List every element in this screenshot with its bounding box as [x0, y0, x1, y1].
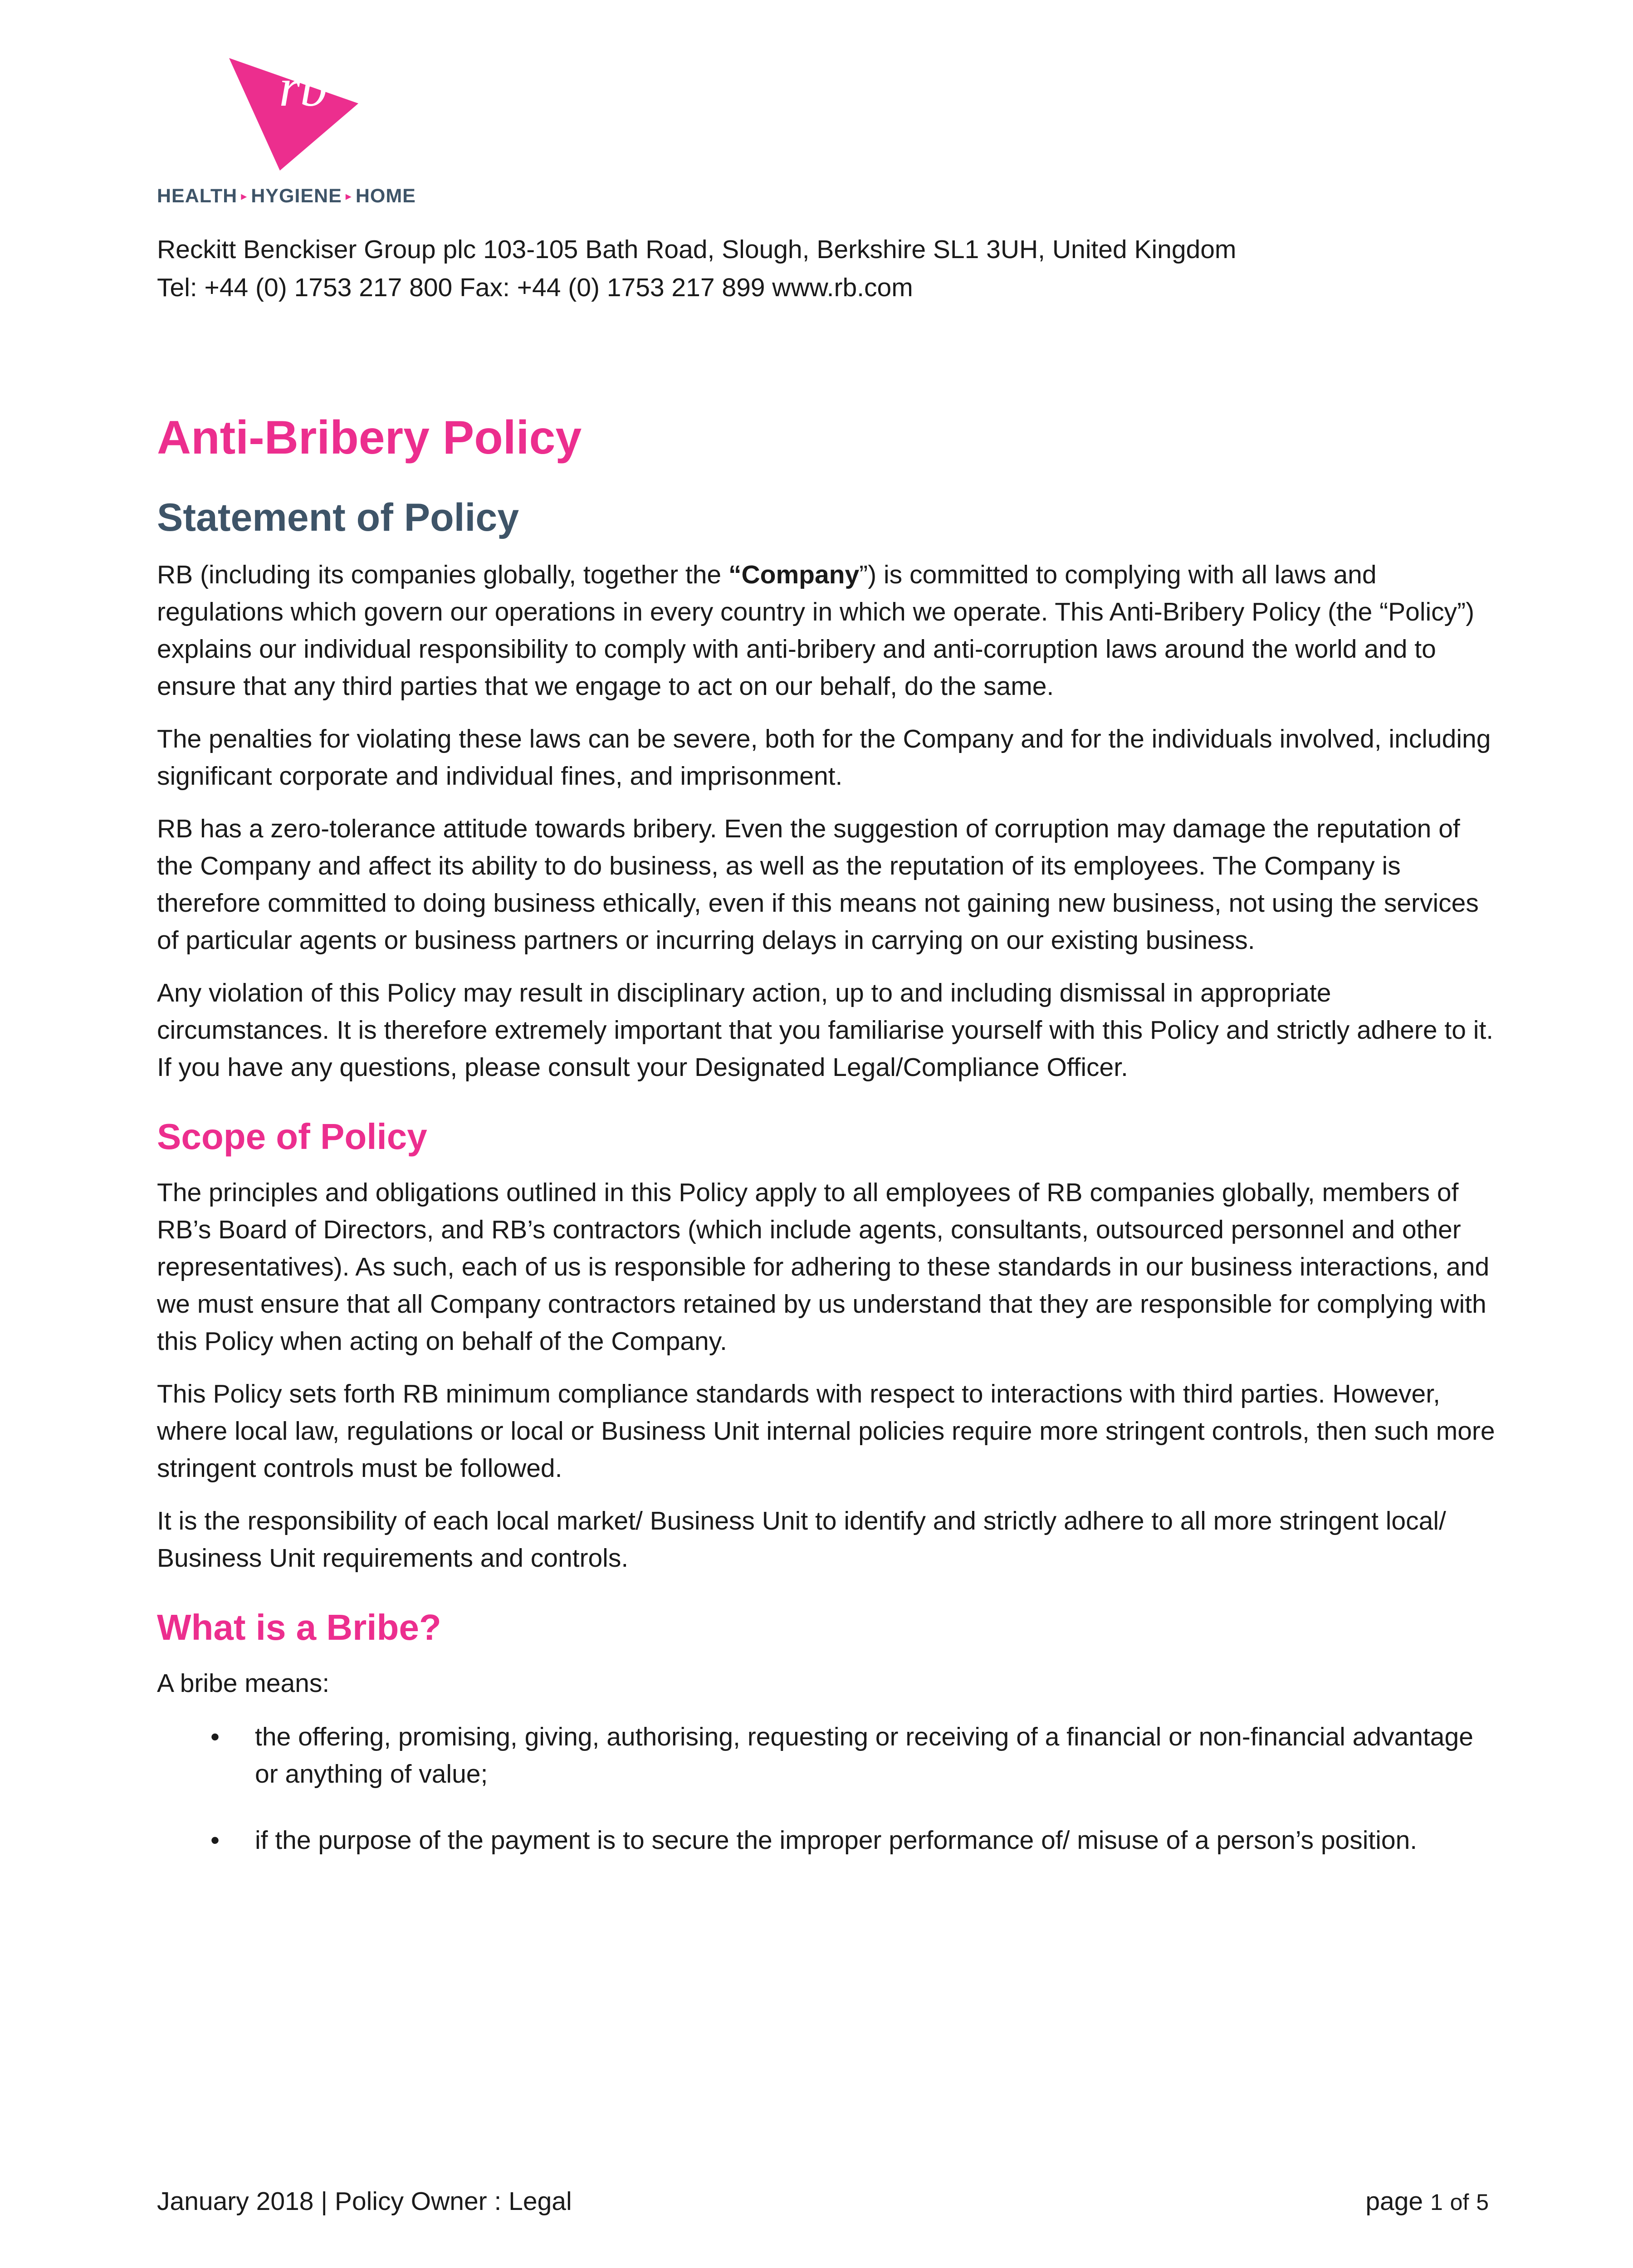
bullet-icon: • [210, 1722, 220, 1751]
rb-logo [229, 58, 358, 171]
brand-tagline [157, 185, 416, 207]
tagline-word-hygiene: HYGIENE [251, 185, 342, 207]
bribe-heading: What is a Bribe? [157, 1607, 441, 1647]
page-of: of [1450, 2190, 1469, 2215]
scope-heading: Scope of Policy [157, 1116, 427, 1157]
statement-p1-bold: “Company [728, 560, 860, 589]
footer-date-owner: January 2018 | Policy Owner : Legal [157, 2187, 572, 2216]
tagline-word-home: HOME [355, 185, 416, 207]
bribe-intro: A bribe means: [157, 1669, 330, 1698]
list-item-text: if the purpose of the payment is to secure the improper performance of/ misuse of a person’s position. [255, 1826, 1418, 1855]
page-total: 5 [1476, 2190, 1489, 2215]
scope-paragraph: This Policy sets forth RB minimum compliance standards with respect to interactions with third parties. However, where local law, regulations or local or Business Unit internal policies require more stringent controls, then such more stringent controls must be followed. [157, 1379, 1495, 1483]
statement-paragraph: Any violation of this Policy may result in disciplinary action, up to and including dismissal in appropriate circumstances. It is therefore extremely important that you familiarise yourself with this Policy and strictly adhere to it. If you have any questions, please consult your Designated Legal/Compliance Officer. [157, 978, 1494, 1082]
logo-text: rb [279, 58, 328, 117]
scope-paragraph: It is the responsibility of each local market/ Business Unit to identify and strictly adhere to all more stringent local/ Business Unit requirements and controls. [157, 1506, 1446, 1573]
contact-line: Tel: +44 (0) 1753 217 800 Fax: +44 (0) 1753 217 899 www.rb.com [157, 273, 913, 302]
footer-page-number [1365, 2186, 1489, 2216]
list-item [157, 1718, 1495, 1793]
bribe-list [157, 1718, 1495, 1859]
list-item [157, 1822, 1495, 1859]
tagline-separator: ▸ [241, 189, 248, 203]
statement-p1-after: ”) is committed to complying with all laws and regulations which govern our operations in every country in which we operate. This Anti-Bribery Policy (the “Policy”) explains our individual responsibility to comply with anti-bribery and anti-corruption laws around the world and to ensure that any third parties that we engage to act on our behalf, do the same. [157, 560, 1475, 701]
page-word: page [1365, 2187, 1423, 2216]
tagline-word-health: HEALTH [157, 185, 238, 207]
company-address [157, 230, 1236, 307]
page-current: 1 [1430, 2190, 1443, 2215]
address-line: Reckitt Benckiser Group plc 103-105 Bath Road, Slough, Berkshire SL1 3UH, United Kingdom [157, 235, 1237, 264]
statement-paragraph [157, 556, 1495, 705]
document-body [157, 408, 1495, 1888]
tagline-separator: ▸ [345, 189, 352, 203]
statement-p1-before: RB (including its companies globally, together the [157, 560, 728, 589]
statement-paragraph: The penalties for violating these laws can be severe, both for the Company and for the individuals involved, including significant corporate and individual fines, and imprisonment. [157, 724, 1491, 791]
document-title: Anti-Bribery Policy [157, 411, 582, 464]
statement-paragraph: RB has a zero-tolerance attitude towards bribery. Even the suggestion of corruption may damage the reputation of the Company and affect its ability to do business, as well as the reputation of its employees. The Company is therefore committed to doing business ethically, even if this means not gaining new business, not using the services of particular agents or business partners or incurring delays in carrying on our existing business. [157, 814, 1479, 955]
bullet-icon: • [210, 1826, 220, 1855]
list-item-text: the offering, promising, giving, authorising, requesting or receiving of a financial or non-financial advantage or anything of value; [255, 1722, 1473, 1789]
statement-heading: Statement of Policy [157, 496, 519, 539]
scope-paragraph: The principles and obligations outlined in this Policy apply to all employees of RB companies globally, members of RB’s Board of Directors, and RB’s contractors (which include agents, consultants, outsourced personnel and other representatives). As such, each of us is responsible for adhering to these standards in our business interactions, and we must ensure that all Company contractors retained by us understand that they are responsible for complying with this Policy when acting on behalf of the Company. [157, 1178, 1490, 1356]
